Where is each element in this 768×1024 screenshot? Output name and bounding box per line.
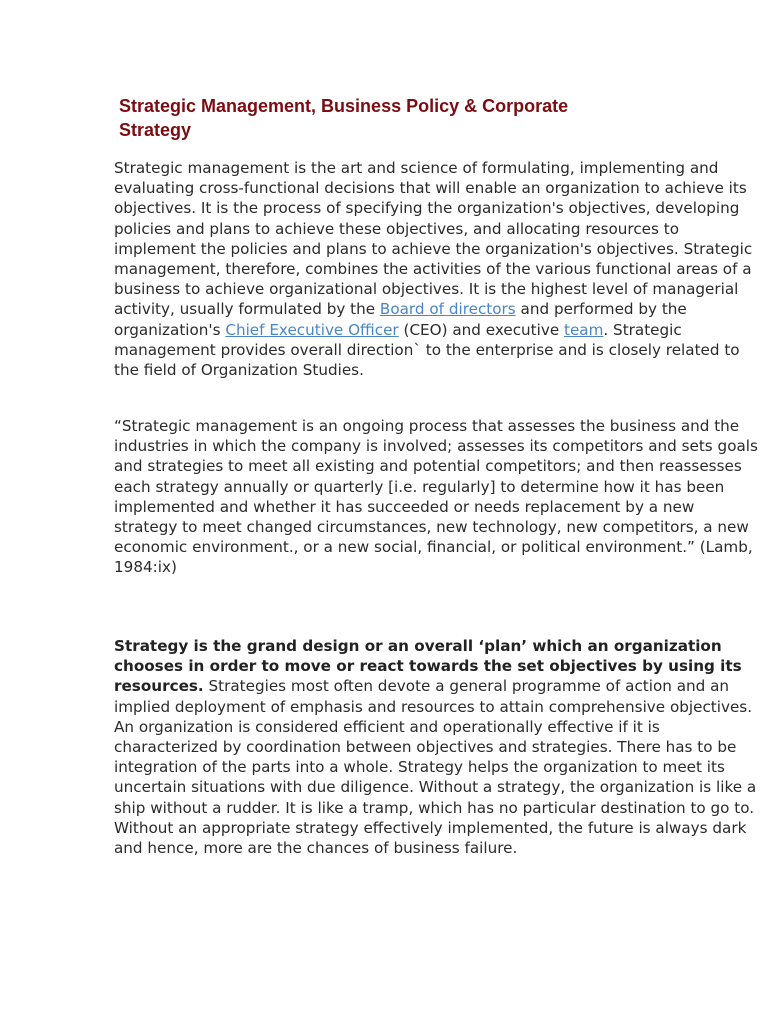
title-line-1: Strategic Management, Business Policy & Corporate [119, 96, 569, 116]
board-of-directors-link[interactable]: Board of directors [379, 300, 516, 319]
paragraph-1-text-d: . Strategic management provides overall direction` to the enterprise and is closely related to the field of Organization Studies. [114, 320, 740, 380]
paragraph-definition [114, 158, 762, 380]
paragraph-lamb-quote: “Strategic management is an ongoing process that assesses the business and the industries in which the company is involved; assesses its competitors and sets goals and strategies to meet all existing and potential competitors; and then reassesses each strategy annually or quarterly [i.e. regularly] to determine how it has been implemented and whether it has succeeded or needs replacement by a new strategy to meet changed circumstances, new technology, new competitors, a new economic environment., or a new social, financial, or political environment.” (Lamb, 1984:ix) [114, 417, 758, 577]
team-link[interactable]: team [564, 320, 604, 339]
paragraph-1-text-a: Strategic management is the art and science of formulating, implementing and evaluating cross-functional decisions that will enable an organization to achieve its objectives. It is the process of specifying the organization's objectives, developing policies and plans to achieve these objectives, and allocating resources to implement the policies and plans to achieve the organization's objectives. Strategic management, therefore, combines the activities of the various functional areas of a business to achieve organizational objectives. It is the highest level of managerial activity, usually formulated by the [114, 159, 753, 319]
title-line-2: Strategy [119, 120, 192, 140]
strategy-paragraph-rest: Strategies most often devote a general programme of action and an implied deployment of emphasis and resources to attain comprehensive objectives. An organization is considered efficient and operationally effective if it is characterized by coordination between objectives and strategies. There has to be integration of the parts into a whole. Strategy helps the organization to meet its uncertain situations with due diligence. Without a strategy, the organization is like a ship without a rudder. It is like a tramp, which has no particular destination to go to. Without an appropriate strategy effectively implemented, the future is always dark and hence, more are the chances of business failure. [114, 677, 757, 858]
paragraph-1-text-c: (CEO) and executive [398, 320, 564, 339]
document-title [119, 94, 679, 142]
strategy-bold-lead: Strategy is the grand design or an overall ‘plan’ which an organization chooses in order to move or react towards the set objectives by using its resources. [114, 637, 742, 696]
chief-executive-officer-link[interactable]: Chief Executive Officer [225, 320, 399, 339]
paragraph-strategy [114, 636, 762, 858]
paragraph-1-text-b: and performed by the organization's [114, 300, 687, 339]
